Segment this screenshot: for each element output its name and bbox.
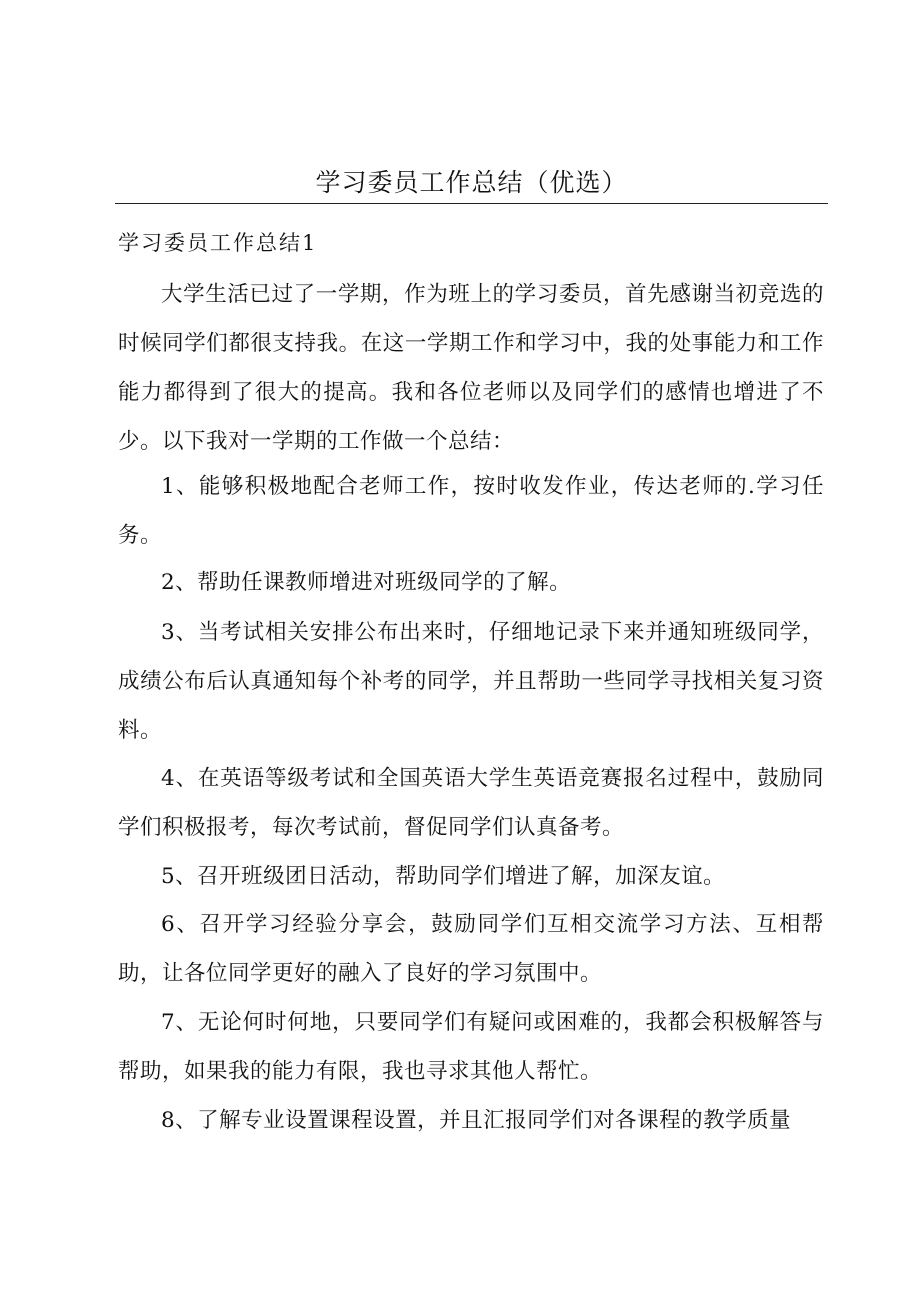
document-title: 学习委员工作总结（优选） [315,168,628,197]
section-heading: 学习委员工作总结1 [118,231,318,255]
paragraph-item-8: 8、了解专业设置课程设置，并且汇报同学们对各课程的教学质量 [161,1108,792,1133]
paragraph-item-6: 6、召开学习经验分享会，鼓励同学们互相交流学习方法、互相帮助，让各位同学更好的融入了良好的学习氛围中。 [118,912,824,986]
title-underline [115,203,828,204]
paragraph-item-5: 5、召开班级团日活动，帮助同学们增进了解，加深友谊。 [161,864,726,889]
paragraph-item-4: 4、在英语等级考试和全国英语大学生英语竞赛报名过程中，鼓励同学们积极报考，每次考试前，督促同学们认真备考。 [118,766,824,840]
paragraph-item-2: 2、帮助任课教师增进对班级同学的了解。 [161,570,572,595]
paragraph-item-3: 3、当考试相关安排公布出来时，仔细地记录下来并通知班级同学，成绩公布后认真通知每个补考的同学，并且帮助一些同学寻找相关复习资料。 [118,620,824,743]
paragraph-intro: 大学生活已过了一学期，作为班上的学习委员，首先感谢当初竞选的时候同学们都很支持我。在这一学期工作和学习中，我的处事能力和工作能力都得到了很大的提高。我和各位老师以及同学们的感情也增进了不少。以下我对一学期的工作做一个总结： [118,282,824,454]
paragraph-item-7: 7、无论何时何地，只要同学们有疑问或困难的，我都会积极解答与帮助，如果我的能力有限，我也寻求其他人帮忙。 [118,1010,824,1084]
paragraph-item-1: 1、能够积极地配合老师工作，按时收发作业，传达老师的.学习任务。 [118,474,824,548]
